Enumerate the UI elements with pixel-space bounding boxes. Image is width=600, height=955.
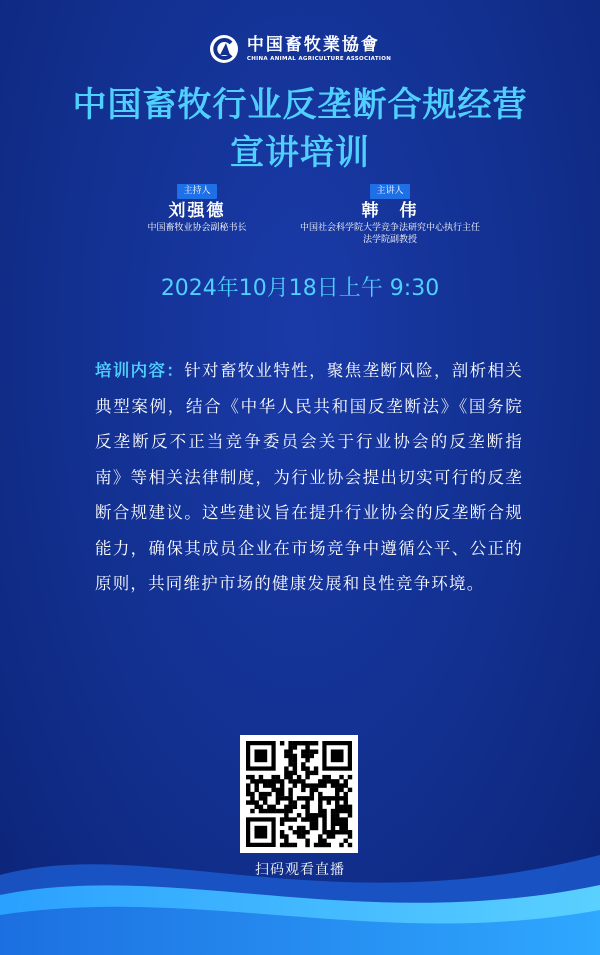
main-title-line2: 宣讲培训 bbox=[230, 133, 370, 173]
speaker-title-line2: 法学院副教授 bbox=[362, 235, 417, 245]
association-logo bbox=[0, 34, 600, 64]
host-role-tag: 主持人 bbox=[177, 184, 216, 199]
logo-name-cn: 中国畜牧業協會 bbox=[246, 35, 380, 55]
event-datetime: 2024年10月18日上午 9:30 bbox=[160, 276, 440, 301]
logo-name-en: CHINA ANIMAL AGRICULTURE ASSOCIATION bbox=[246, 56, 392, 62]
host-block bbox=[132, 184, 262, 234]
speaker-role-tag: 主讲人 bbox=[370, 184, 409, 199]
speaker-block bbox=[280, 184, 500, 246]
qr-caption: 扫码观看直播 bbox=[255, 862, 345, 878]
main-title-line1: 中国畜牧行业反垄断合规经营 bbox=[72, 85, 528, 125]
speaker-title-line1: 中国社会科学院大学竞争法研究中心执行主任 bbox=[299, 223, 480, 233]
host-title: 中国畜牧业协会副秘书长 bbox=[147, 223, 247, 233]
host-name: 刘强德 bbox=[168, 201, 226, 221]
speaker-name: 韩 伟 bbox=[361, 201, 419, 221]
content-text: 针对畜牧业特性，聚焦垄断风险，剖析相关典型案例，结合《中华人民共和国反垄断法》《国务院反垄断反不正当竞争委员会关于行业协会的反垄断指南》等相关法律制度，为行业协会提出切实可行的反垄断合规建议。这些建议旨在提升行业协会的反垄断合规能力，确保其成员企业在市场竞争中遵循公平、公正的原则，共同维护市场的健康发展和良性竞争环境。 bbox=[95, 361, 523, 593]
training-content bbox=[95, 353, 523, 602]
wave-decoration bbox=[0, 815, 600, 955]
content-label: 培训内容： bbox=[95, 361, 185, 380]
association-logo-icon bbox=[209, 34, 239, 64]
